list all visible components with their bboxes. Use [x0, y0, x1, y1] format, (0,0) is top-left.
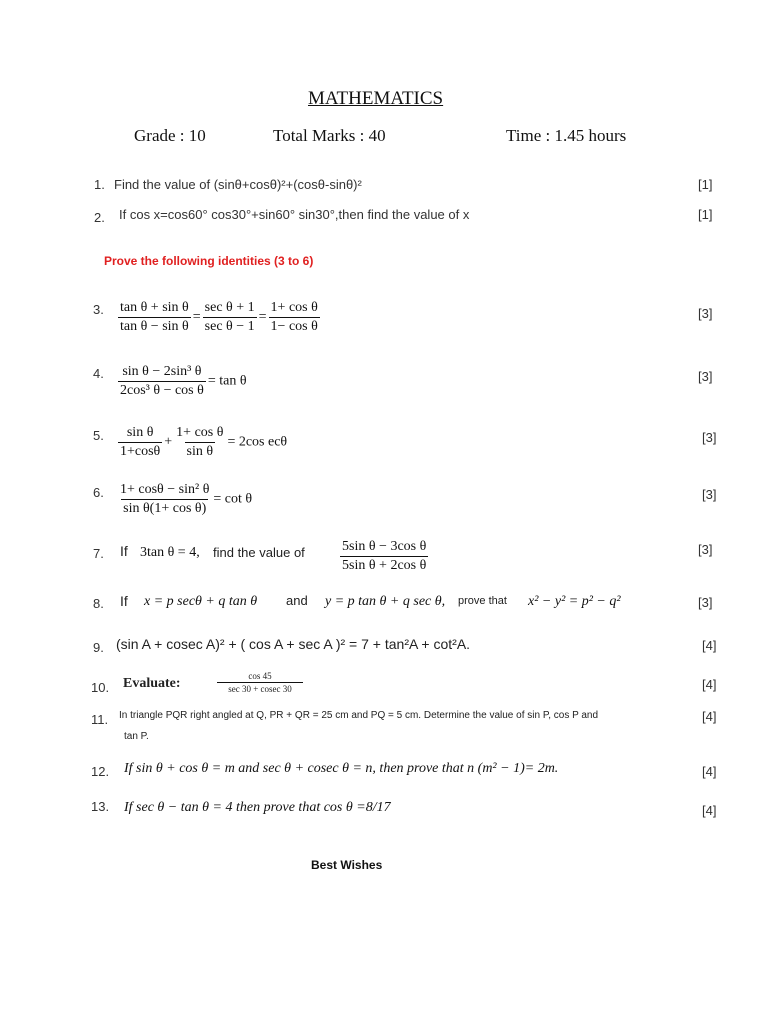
question-text: Find the value of (sinθ+cosθ)²+(cosθ-sinθ)² — [114, 177, 362, 192]
numerator: 5sin θ − 3cos θ — [342, 539, 427, 554]
denominator: 1− cos θ — [270, 319, 318, 334]
question-text-line1: In triangle PQR right angled at Q, PR + QR = 25 cm and PQ = 5 cm. Determine the value of sin P, cos P and — [119, 710, 599, 721]
fraction — [118, 425, 162, 460]
question-number: 13. — [91, 799, 110, 814]
question-marks: [4] — [702, 638, 717, 653]
question-number: 8. — [93, 596, 104, 611]
question-number: 9. — [93, 640, 104, 655]
question-prove: prove that — [458, 595, 507, 607]
question-number: 12. — [91, 764, 110, 779]
question-number: 5. — [93, 428, 104, 443]
question-text: If cos x=cos60° cos30°+sin60° sin30°,then find the value of x — [119, 207, 470, 222]
question-number: 4. — [93, 366, 104, 381]
question-marks: [3] — [698, 369, 713, 384]
question-if: If — [120, 593, 128, 609]
question-text: find the value of — [213, 545, 305, 560]
question-number: 1. — [94, 177, 105, 192]
numerator: 1+ cosθ − sin² θ — [120, 482, 210, 497]
fraction — [340, 539, 428, 574]
question-number: 7. — [93, 546, 104, 561]
question-marks: [3] — [702, 430, 717, 445]
identity-expression — [116, 364, 247, 399]
equation-result: x² − y² = p² − q² — [528, 594, 621, 609]
question-marks: [4] — [702, 764, 717, 779]
question-marks: [3] — [698, 542, 713, 557]
numerator: sin θ − 2sin³ θ — [122, 364, 202, 379]
right-hand-side: = 2cos ecθ — [227, 434, 288, 450]
fraction — [118, 482, 211, 517]
question-marks: [3] — [702, 487, 717, 502]
total-marks-label: Total Marks : 40 — [273, 126, 386, 145]
numerator: cos 45 — [248, 671, 272, 681]
numerator: sec θ + 1 — [204, 300, 255, 315]
denominator: sec 30 + cosec 30 — [217, 682, 303, 694]
time-label: Time : 1.45 hours — [506, 126, 627, 145]
numerator: tan θ + sin θ — [120, 300, 189, 315]
section-heading: Prove the following identities (3 to 6) — [104, 254, 314, 268]
question-text: If sec θ − tan θ = 4 then prove that cos θ =8/17 — [124, 800, 391, 815]
denominator: tan θ − sin θ — [120, 319, 189, 334]
numerator: 1+ cos θ — [176, 425, 224, 440]
target-expression — [338, 539, 430, 574]
numerator: sin θ — [126, 425, 154, 440]
fraction — [174, 425, 225, 460]
question-text: If sin θ + cos θ = m and sec θ + cosec θ = n, then prove that n (m² − 1)= 2m. — [124, 761, 559, 776]
question-and: and — [286, 593, 308, 608]
question-marks: [1] — [698, 207, 713, 222]
identity-expression: $\frac{\text{tan θ + sin θ}}{\text{tan θ − sin θ}}$ = $\frac{\text{sec θ + 1}}{\text{sec θ − 1}}$ = $\frac{\text{1+ cos θ}}{\text{1− cos θ}}$ — [120, 300, 318, 334]
question-number: 6. — [93, 485, 104, 500]
condition-expression: 3tan θ = 4, — [140, 545, 200, 560]
identity-expression — [116, 482, 252, 517]
fraction — [118, 364, 206, 399]
fraction — [269, 300, 320, 335]
identity-expression: $\frac{\text{sin θ}}{1+\cos\theta}$ + $\frac{\text{1+ cos θ}}{\text{sin θ}}$ = 2cos ecθ — [120, 425, 288, 459]
evaluate-label: Evaluate: — [123, 676, 181, 691]
right-hand-side: = tan θ — [207, 373, 247, 389]
question-number: 2. — [94, 210, 105, 225]
denominator: 1+cosθ — [120, 444, 161, 459]
question-if: If — [120, 543, 128, 559]
question-text: (sin A + cosec A)² + ( cos A + sec A )² = 7 + tan²A + cot²A. — [116, 636, 471, 652]
question-marks: [4] — [702, 709, 717, 724]
page-title: MATHEMATICS — [308, 88, 444, 109]
denominator: 5sin θ + 2cos θ — [342, 558, 427, 573]
denominator: sin θ — [186, 444, 214, 459]
question-marks: [4] — [702, 803, 717, 818]
question-number: 11. — [91, 712, 109, 727]
fraction — [118, 300, 191, 335]
question-text-line2: tan P. — [124, 731, 149, 742]
right-hand-side: = cot θ — [213, 491, 253, 507]
equation-x: x = p secθ + q tan θ — [144, 594, 258, 609]
question-number: 3. — [93, 302, 104, 317]
grade-label: Grade : 10 — [134, 126, 206, 145]
question-marks: [1] — [698, 177, 713, 192]
question-number: 10. — [91, 680, 110, 695]
footer-text: Best Wishes — [311, 858, 383, 872]
equation-y: y = p tan θ + q sec θ, — [325, 594, 446, 609]
fraction — [217, 671, 303, 694]
numerator: 1+ cos θ — [270, 300, 318, 315]
question-marks: [3] — [698, 306, 713, 321]
denominator: sec θ − 1 — [204, 319, 255, 334]
denominator: 2cos³ θ − cos θ — [120, 383, 204, 398]
denominator: sin θ(1+ cos θ) — [123, 501, 207, 516]
question-marks: [3] — [698, 595, 713, 610]
fraction — [203, 300, 257, 335]
question-marks: [4] — [702, 677, 717, 692]
evaluate-expression — [215, 671, 305, 694]
